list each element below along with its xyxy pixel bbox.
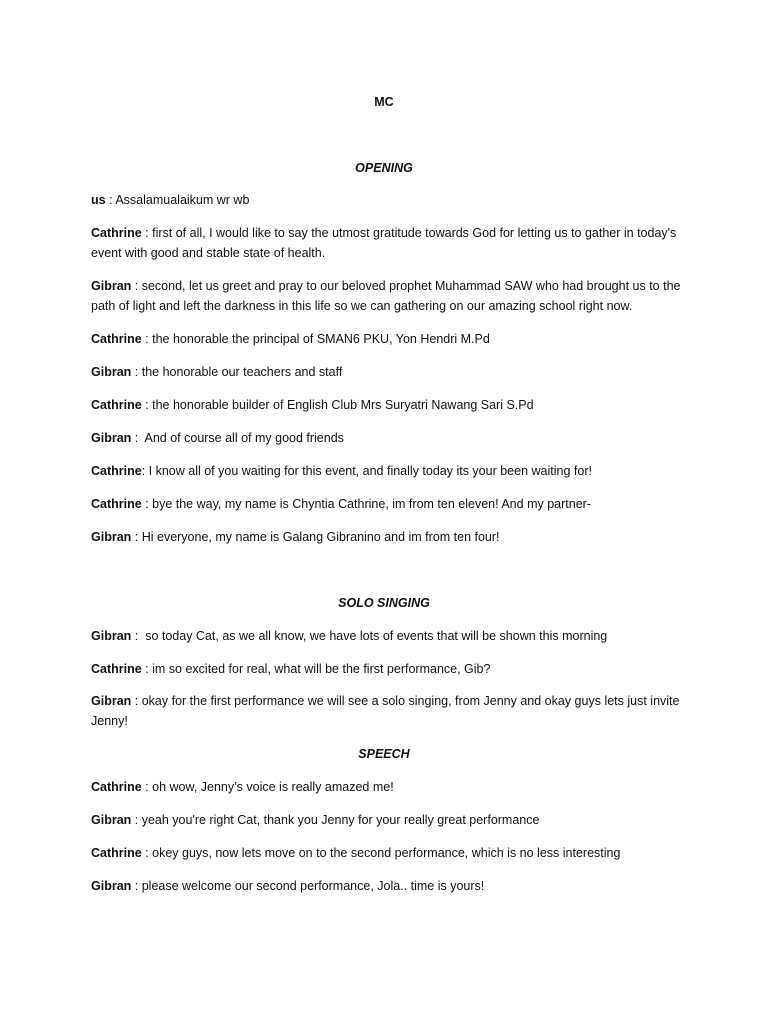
dialogue-line: [91, 494, 681, 514]
dialogue-line: [91, 395, 681, 415]
speaker-separator: :: [141, 464, 149, 478]
speaker-name: Gibran: [91, 629, 132, 643]
dialogue-line: [91, 223, 681, 263]
dialogue-line: [91, 276, 681, 316]
speaker-separator: :: [131, 279, 142, 293]
speaker-separator: :: [131, 879, 142, 893]
dialogue-line: [91, 843, 681, 863]
speaker-separator: :: [131, 365, 142, 379]
speaker-name: Cathrine: [91, 226, 142, 240]
dialogue-line: [91, 777, 681, 797]
dialogue-line: [91, 329, 681, 349]
dialogue-text: And of course all of my good friends: [144, 431, 344, 445]
dialogue-text: oh wow, Jenny’s voice is really amazed me!: [152, 780, 394, 794]
speaker-name: Cathrine: [91, 464, 142, 478]
dialogue-line: [91, 691, 681, 731]
dialogue-line: [91, 362, 681, 382]
speaker-separator: :: [141, 846, 153, 860]
dialogue-text: so today Cat, as we all know, we have lots of events that will be shown this morning: [145, 629, 608, 643]
speaker-name: Gibran: [91, 879, 132, 893]
dialogue-text: I know all of you waiting for this event, and finally today its your been waiting for!: [148, 464, 592, 478]
dialogue-line: [91, 810, 681, 830]
dialogue-line: [91, 190, 681, 210]
dialogue-text: second, let us greet and pray to our beloved prophet Muhammad SAW who had brought us to the path of light and left the darkness in this life so we can gathering on our amazing school right now.: [91, 279, 681, 313]
dialogue-line: [91, 461, 681, 481]
speaker-separator: :: [131, 629, 146, 643]
speaker-separator: :: [141, 780, 153, 794]
speaker-name: Gibran: [91, 279, 132, 293]
dialogue-text: the honorable the principal of SMAN6 PKU, Yon Hendri M.Pd: [152, 332, 490, 346]
dialogue-text: im so excited for real, what will be the first performance, Gib?: [152, 662, 491, 676]
speaker-name: Cathrine: [91, 398, 142, 412]
speaker-name: Gibran: [91, 694, 132, 708]
speaker-separator: :: [141, 332, 153, 346]
speaker-separator: :: [131, 530, 142, 544]
speaker-name: Cathrine: [91, 497, 142, 511]
speaker-name: us: [91, 193, 106, 207]
speaker-name: Cathrine: [91, 846, 142, 860]
dialogue-text: okay for the first performance we will see a solo singing, from Jenny and okay guys lets just invite Jenny!: [91, 694, 680, 728]
dialogue-text: please welcome our second performance, Jola.. time is yours!: [141, 879, 485, 893]
section-heading-solo-singing: SOLO SINGING: [338, 596, 430, 610]
speaker-separator: :: [131, 694, 142, 708]
dialogue-line: [91, 876, 681, 896]
dialogue-text: first of all, I would like to say the utmost gratitude towards God for letting us to gather in today's event with good and stable state of health.: [91, 226, 677, 260]
speaker-separator: :: [131, 431, 145, 445]
speaker-name: Gibran: [91, 530, 132, 544]
dialogue-text: bye the way, my name is Chyntia Cathrine, im from ten eleven! And my partner-: [152, 497, 591, 511]
speaker-name: Cathrine: [91, 332, 142, 346]
dialogue-text: yeah you're right Cat, thank you Jenny for your really great performance: [141, 813, 540, 827]
dialogue-line: [91, 428, 681, 448]
dialogue-line: [91, 527, 681, 547]
document-title: MC: [374, 95, 394, 109]
speaker-separator: :: [141, 398, 153, 412]
dialogue-text: Assalamualaikum wr wb: [115, 193, 250, 207]
dialogue-text: the honorable our teachers and staff: [141, 365, 343, 379]
speaker-name: Gibran: [91, 365, 132, 379]
dialogue-text: the honorable builder of English Club Mrs Suryatri Nawang Sari S.Pd: [152, 398, 534, 412]
speaker-separator: :: [131, 813, 142, 827]
speaker-name: Cathrine: [91, 662, 142, 676]
section-heading-speech: SPEECH: [358, 747, 410, 761]
speaker-separator: :: [141, 497, 153, 511]
dialogue-text: Hi everyone, my name is Galang Gibranino and im from ten four!: [141, 530, 500, 544]
speaker-separator: :: [141, 662, 153, 676]
dialogue-line: [91, 626, 681, 646]
speaker-name: Gibran: [91, 431, 132, 445]
speaker-name: Cathrine: [91, 780, 142, 794]
section-heading-opening: OPENING: [355, 161, 413, 175]
speaker-separator: :: [141, 226, 153, 240]
speaker-name: Gibran: [91, 813, 132, 827]
dialogue-line: [91, 659, 681, 679]
dialogue-text: okey guys, now lets move on to the second performance, which is no less interesting: [152, 846, 621, 860]
speaker-separator: :: [105, 193, 116, 207]
